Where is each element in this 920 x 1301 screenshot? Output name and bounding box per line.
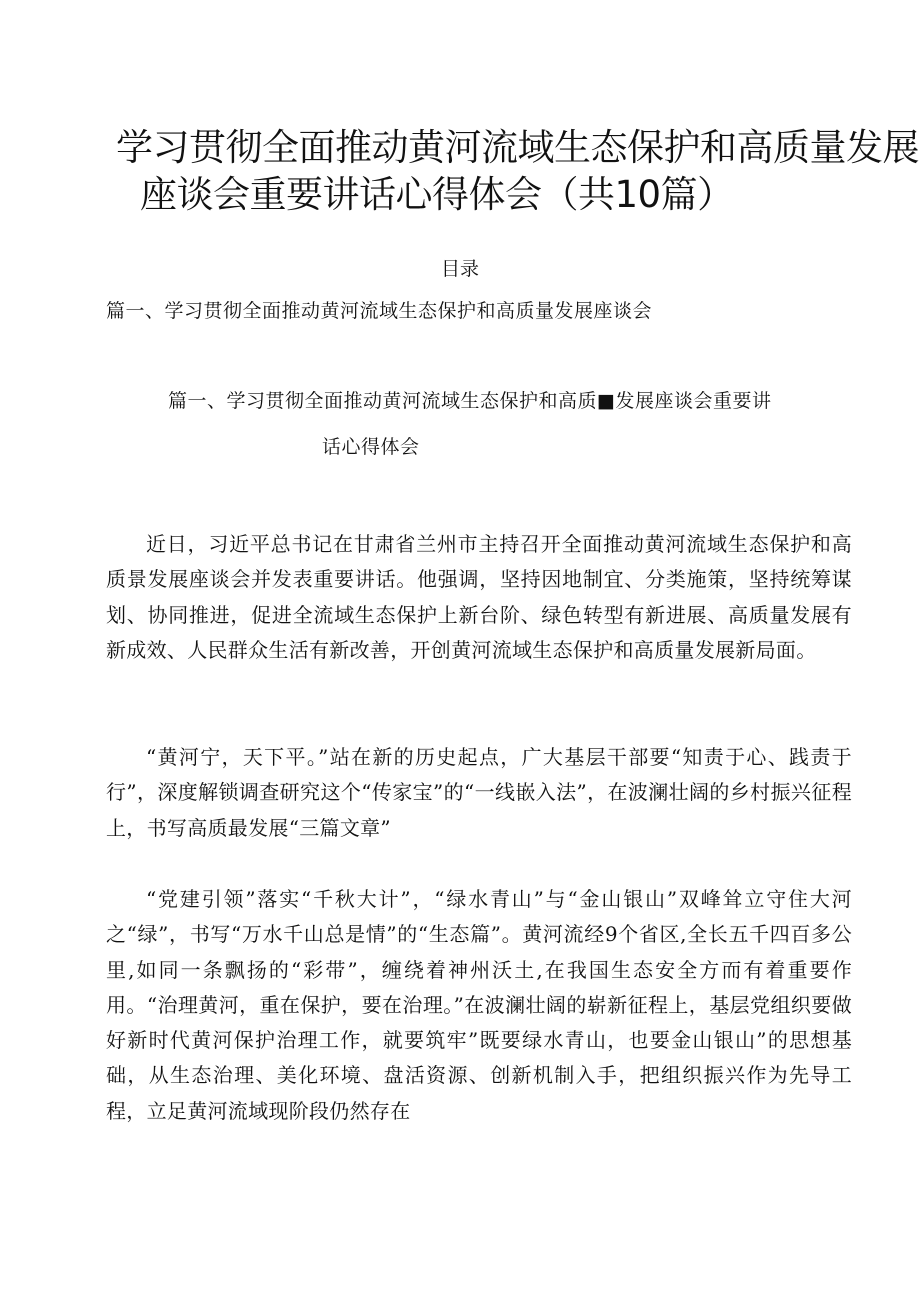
body-paragraph: 近日，习近平总书记在甘肃省兰州市主持召开全面推动黄河流域生态保护和高质景发展座谈会并发表重要讲话。他强调，坚持因地制宜、分类施策，坚持统筹谋划、协同推进，促进全流域生态保护上新台阶、绿色转型有新进展、高质量发展有新成效、人民群众生活有新改善，开创黄河流域生态保护和高质量发展新局面。 [106, 532, 852, 662]
section-title-line-1: 篇一、学习贯彻全面推动黄河流域生态保护和高质■发展座谈会重要讲 [168, 390, 772, 412]
document-title-line-2: 座谈会重要讲话心得体会（共10篇） [140, 173, 734, 216]
body-paragraph-2-block [106, 740, 852, 846]
body-paragraph-3-block [106, 882, 852, 1129]
section-title-line-2: 话心得体会 [322, 436, 420, 458]
body-paragraph: “黄河宁，天下平。”站在新的历史起点，广大基层干部要“知责于心、践责于行”，深度解锁调查研究这个“传家宝”的“一线嵌入法”，在波澜壮阔的乡村振兴征程上，书写高质最发展“三篇文章” [106, 745, 852, 840]
document-title-line-1: 学习贯彻全面推动黄河流域生态保护和高质量发展 [116, 126, 919, 169]
body-paragraph-1-block [106, 527, 852, 668]
toc-heading: 目录 [440, 258, 479, 280]
body-paragraph: “党建引领”落实“千秋大计”，“绿水青山”与“金山银山”双峰耸立守住大河之“绿”，书写“万水千山总是情”的“生态篇”。黄河流经9个省区,全长五千四百多公里,如同一条飘扬的“彩带”，缠绕着神州沃土,在我国生态安全方而有着重要作用。“治理黄河，重在保护，要在治理。”在波澜壮阔的崭新征程上，基层党组织要做好新时代黄河保护治理工作，就要筑牢”既要绿水青山，也要金山银山”的思想基础，从生态治理、美化环境、盘活资源、创新机制入手，把组织振兴作为先导工程，立足黄河流域现阶段仍然存在 [106, 887, 852, 1123]
toc-item[interactable]: 篇一、学习贯彻全面推动黄河流域生态保护和高质量发展座谈会 [106, 300, 653, 322]
